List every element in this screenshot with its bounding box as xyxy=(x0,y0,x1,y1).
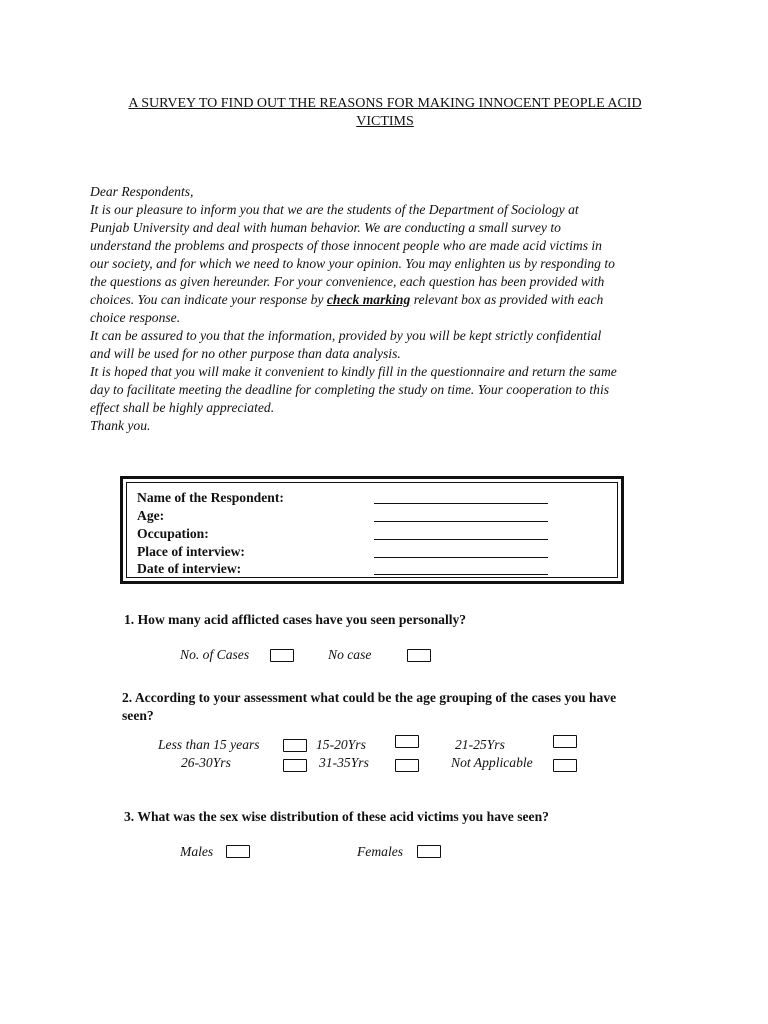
check-marking-emphasis: check marking xyxy=(326,292,411,307)
q2-option-21-25-label: 21-25Yrs xyxy=(455,737,505,752)
occupation-field[interactable] xyxy=(374,539,548,540)
q1-no-case-checkbox[interactable] xyxy=(407,649,431,662)
letter-line: Punjab University and deal with human behavior. We are conducting a small survey to xyxy=(90,220,561,235)
letter-line: It is hoped that you will make it convenient to kindly fill in the questionnaire and return the same xyxy=(90,364,617,379)
age-label: Age: xyxy=(137,508,165,523)
q2-option-not-applicable-label: Not Applicable xyxy=(451,755,533,770)
letter-line: It can be assured to you that the information, provided by you will be kept strictly confidential xyxy=(90,328,602,343)
letter-line: choice response. xyxy=(90,310,181,325)
letter-text: choices. You can indicate your response by xyxy=(90,292,327,307)
letter-line: day to facilitate meeting the deadline for completing the study on time. Your cooperation to this xyxy=(90,382,610,397)
q1-option-no-case-label: No case xyxy=(328,647,372,662)
question-2 xyxy=(122,689,616,725)
name-field[interactable] xyxy=(374,503,548,504)
question-1: 1. How many acid afflicted cases have you seen personally? xyxy=(124,612,467,627)
letter-text: relevant box as provided with each xyxy=(410,292,604,307)
q3-females-checkbox[interactable] xyxy=(417,845,441,858)
respondent-info-inner-border xyxy=(126,482,618,578)
survey-title-line1: A SURVEY TO FIND OUT THE REASONS FOR MAKING INNOCENT PEOPLE ACID xyxy=(128,96,642,111)
place-of-interview-label: Place of interview: xyxy=(137,544,245,559)
q2-less-than-15-checkbox[interactable] xyxy=(283,739,307,752)
occupation-label: Occupation: xyxy=(137,526,209,541)
letter-line: our society, and for which we need to know your opinion. You may enlighten us by responding to xyxy=(90,256,615,271)
letter-line: the questions as given hereunder. For your convenience, each question has been provided with xyxy=(90,274,605,289)
survey-title xyxy=(80,95,690,131)
q1-no-of-cases-checkbox[interactable] xyxy=(270,649,294,662)
place-of-interview-field[interactable] xyxy=(374,557,548,558)
question-3: 3. What was the sex wise distribution of these acid victims you have seen? xyxy=(124,809,549,824)
q3-males-checkbox[interactable] xyxy=(226,845,250,858)
survey-title-line2: VICTIMS xyxy=(356,114,414,129)
letter-line: effect shall be highly appreciated. xyxy=(90,400,275,415)
date-of-interview-label: Date of interview: xyxy=(137,561,242,576)
q2-not-applicable-checkbox[interactable] xyxy=(553,759,577,772)
q2-21-25-checkbox[interactable] xyxy=(553,735,577,748)
q3-option-males-label: Males xyxy=(180,844,214,859)
q3-option-females-label: Females xyxy=(357,844,404,859)
q2-26-30-checkbox[interactable] xyxy=(283,759,307,772)
q2-option-less-than-15-label: Less than 15 years xyxy=(158,737,260,752)
q2-15-20-checkbox[interactable] xyxy=(395,735,419,748)
cover-letter xyxy=(90,183,690,435)
q1-option-no-of-cases-label: No. of Cases xyxy=(180,647,250,662)
letter-line: understand the problems and prospects of those innocent people who are made acid victims in xyxy=(90,238,602,253)
date-of-interview-field[interactable] xyxy=(374,574,548,575)
q2-31-35-checkbox[interactable] xyxy=(395,759,419,772)
letter-line: It is our pleasure to inform you that we are the students of the Department of Sociology at xyxy=(90,202,579,217)
letter-line: and will be used for no other purpose than data analysis. xyxy=(90,346,401,361)
letter-closing: Thank you. xyxy=(90,418,151,433)
q2-option-31-35-label: 31-35Yrs xyxy=(319,755,369,770)
age-field[interactable] xyxy=(374,521,548,522)
name-label: Name of the Respondent: xyxy=(137,490,284,505)
respondent-info-box xyxy=(120,476,624,584)
question-2-line2: seen? xyxy=(122,708,154,723)
letter-line-instructions xyxy=(90,291,690,309)
q2-option-15-20-label: 15-20Yrs xyxy=(316,737,366,752)
question-2-line1: 2. According to your assessment what could be the age grouping of the cases you have xyxy=(122,690,617,705)
q2-option-26-30-label: 26-30Yrs xyxy=(181,755,231,770)
letter-salutation: Dear Respondents, xyxy=(90,184,194,199)
